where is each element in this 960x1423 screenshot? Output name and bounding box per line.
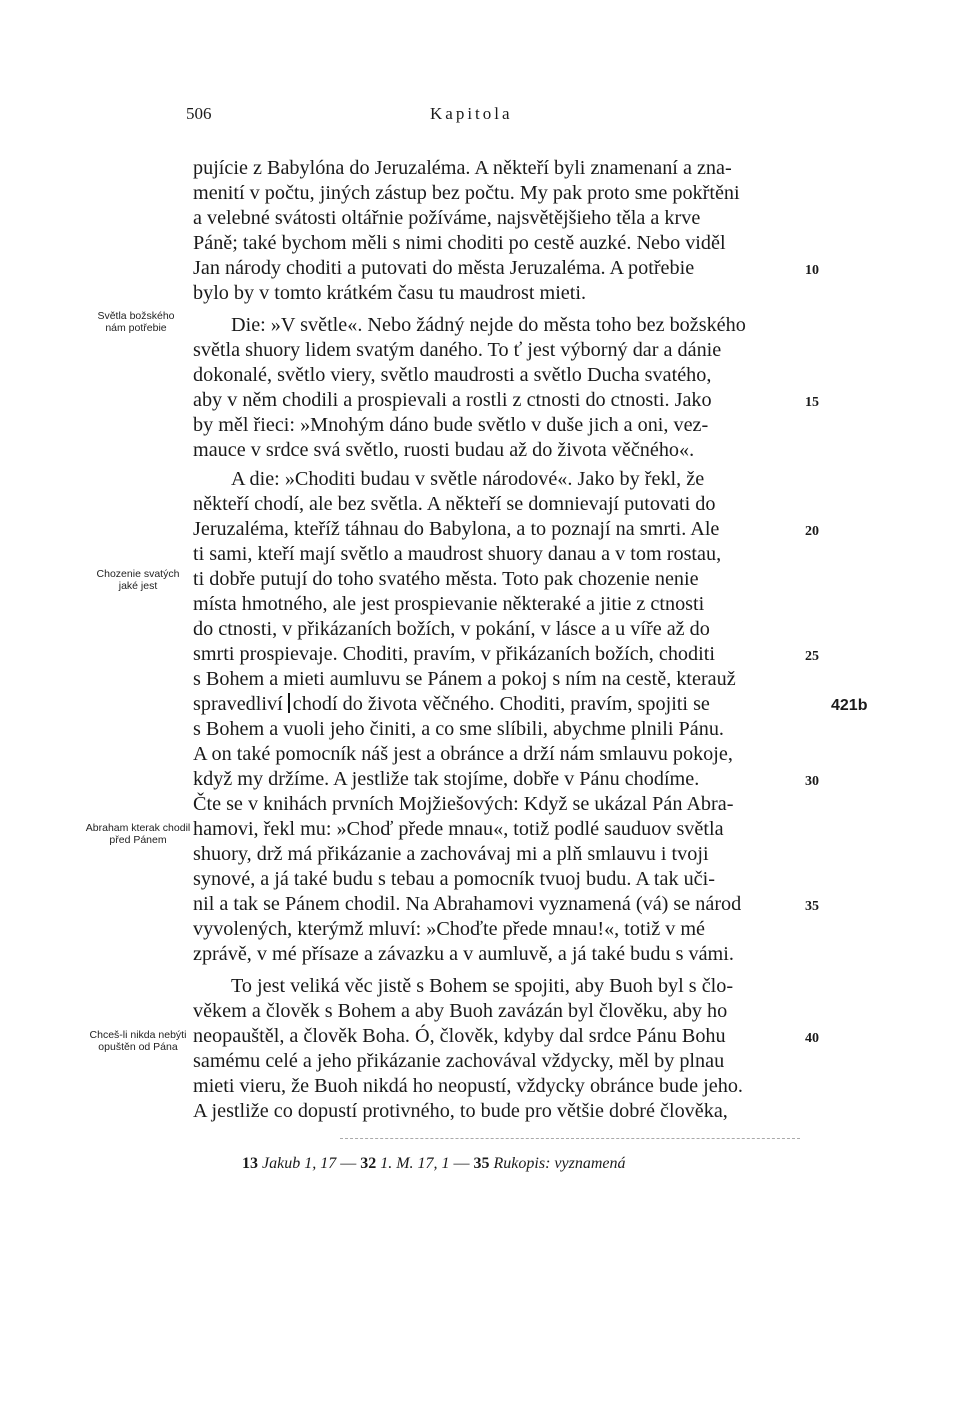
- footnote-text: 1. M. 17, 1: [380, 1155, 450, 1172]
- margin-note: Chceš-li nikda nebýti opuštěn od Pána: [89, 1029, 187, 1053]
- text-line: synové, a já také budu s tebau a pomocník tvuoj budu. A tak uči-: [193, 868, 715, 890]
- line-number: 20: [805, 524, 819, 539]
- text-segment: spravedliví: [193, 693, 283, 715]
- text-line: smrti prospievaje. Choditi, pravím, v přikázaních božích, choditi: [193, 643, 715, 665]
- text-line: světla shuory lidem svatým daného. To ť jest výborný dar a dánie: [193, 339, 722, 361]
- text-line: do ctnosti, v přikázaních božích, v pokání, v lásce a u víře až do: [193, 618, 710, 640]
- text-line: zprávě, v mé přísaze a závazku a v aumluvě, a já také budu s vámi.: [193, 943, 734, 965]
- footnote-divider: [340, 1138, 800, 1139]
- text-line: To jest veliká věc jistě s Bohem se spojiti, aby Buoh byl s člo-: [231, 975, 734, 997]
- text-line: Jeruzaléma, kteříž táhnau do Babylona, a to poznají na smrti. Ale: [193, 518, 720, 540]
- text-line: ti dobře putují do toho svatého města. Toto pak chozenie nenie: [193, 568, 699, 590]
- footnote-line-ref: 35: [473, 1155, 490, 1172]
- text-line: bylo by v tomto krátkém času tu maudrost mieti.: [193, 282, 587, 304]
- footnote-line-ref: 13: [242, 1155, 258, 1172]
- text-line: vyvolených, kterýmž mluví: »Choďte přede mnau!«, totiž v mé: [193, 918, 706, 940]
- text-line: s Bohem a vuoli jeho činiti, a co sme slíbili, abychme plnili Pánu.: [193, 718, 724, 740]
- text-line: věkem a člověk s Bohem a aby Buoh zavázán byl člověku, aby ho: [193, 1000, 728, 1022]
- text-line: nil a tak se Pánem chodil. Na Abrahamovi vyznamená (vá) se národ: [193, 893, 742, 915]
- text-line: A die: »Choditi budau v světle národové«. Jako by řekl, že: [231, 468, 705, 490]
- text-line: pujície z Babylóna do Jeruzaléma. A někteří byli znamenaní a zna-: [193, 157, 732, 179]
- margin-note: Chozenie svatých jaké jest: [96, 568, 180, 592]
- text-line: když my držíme. A jestliže tak stojíme, dobře v Pánu chodíme.: [193, 768, 700, 790]
- line-number: 15: [805, 395, 819, 410]
- text-line: A on také pomocník náš jest a obránce a drží nám smlauvu pokoje,: [193, 743, 733, 765]
- text-line: s Bohem a mieti aumluvu se Pánem a pokoj s ním na cestě, kterauž: [193, 668, 736, 690]
- footnote-dash: —: [453, 1155, 470, 1172]
- page-number: 506: [186, 104, 212, 123]
- footnote-text: Rukopis: vyznamená: [493, 1155, 626, 1172]
- text-line: A jestliže co dopustí protivného, to bude pro většie dobré člověka,: [193, 1100, 728, 1122]
- text-line: Páně; také bychom měli s nimi choditi po cestě auzké. Nebo viděl: [193, 232, 726, 254]
- text-line: menití v počtu, jiných zástup bez počtu. My pak proto sme pokřtěni: [193, 182, 740, 204]
- line-number: 40: [805, 1031, 819, 1046]
- line-number: 10: [805, 263, 819, 278]
- margin-note: Abraham kterak chodil před Pánem: [85, 822, 191, 846]
- footnote: [242, 1155, 626, 1173]
- text-line: Jan národy choditi a putovati do města Jeruzaléma. A potřebie: [193, 257, 695, 279]
- line-number: 35: [805, 899, 819, 914]
- text-line: hamovi, řekl mu: »Choď přede mnau«, totiž podlé sauduov světla: [193, 818, 724, 840]
- text-line: samému celé a jeho přikázanie zachovával vždycky, měl by plnau: [193, 1050, 725, 1072]
- running-title: Kapitola: [430, 104, 513, 123]
- footnote-line-ref: 32: [360, 1155, 377, 1172]
- text-line: neopauštěl, a člověk Boha. Ó, člověk, kdyby dal srdce Pánu Bohu: [193, 1025, 726, 1047]
- text-line: mieti vieru, že Buoh nikdá ho neopustí, vždycky obránce bude jeho.: [193, 1075, 743, 1097]
- footnote-dash: —: [340, 1155, 357, 1172]
- text-line: někteří chodí, ale bez světla. A někteří se domnievají putovati do: [193, 493, 716, 515]
- text-line: mauce v srdce svá světlo, ruosti budau až do života věčného«.: [193, 439, 695, 461]
- text-line: ti sami, kteří mají světlo a maudrost shuory danau a v tom rostau,: [193, 543, 722, 565]
- text-line: dokonalé, světlo viery, světlo maudrosti a světlo Ducha svatého,: [193, 364, 712, 386]
- margin-note: Světla božského nám potřebie: [97, 310, 175, 334]
- text-line: a velebné svátosti oltářnie požíváme, najsvětějšieho těla a krve: [193, 207, 701, 229]
- text-line: shuory, drž má přikázanie a zachovávaj mi a plň smlauvu i tvoji: [193, 843, 709, 865]
- text-line: by měl řieci: »Mnohým dáno bude světlo v duše jich a oni, vez-: [193, 414, 709, 436]
- folio-change-mark: [288, 693, 290, 713]
- text-line: [193, 690, 710, 718]
- folio-mark: 421b: [831, 697, 868, 714]
- text-segment: chodí do života věčného. Choditi, pravím, spojiti se: [292, 693, 710, 715]
- line-number: 30: [805, 774, 819, 789]
- text-line: Die: »V světle«. Nebo žádný nejde do města toho bez božského: [231, 314, 746, 336]
- footnote-text: Jakub 1, 17: [262, 1155, 337, 1172]
- text-line: místa hmotného, ale jest prospievanie některaké a jitie z ctnosti: [193, 593, 705, 615]
- text-line: Čte se v knihách prvních Mojžiešových: Když se ukázal Pán Abra-: [193, 793, 734, 815]
- line-number: 25: [805, 649, 819, 664]
- text-line: aby v něm chodili a prospievali a rostli z ctnosti do ctnosti. Jako: [193, 389, 712, 411]
